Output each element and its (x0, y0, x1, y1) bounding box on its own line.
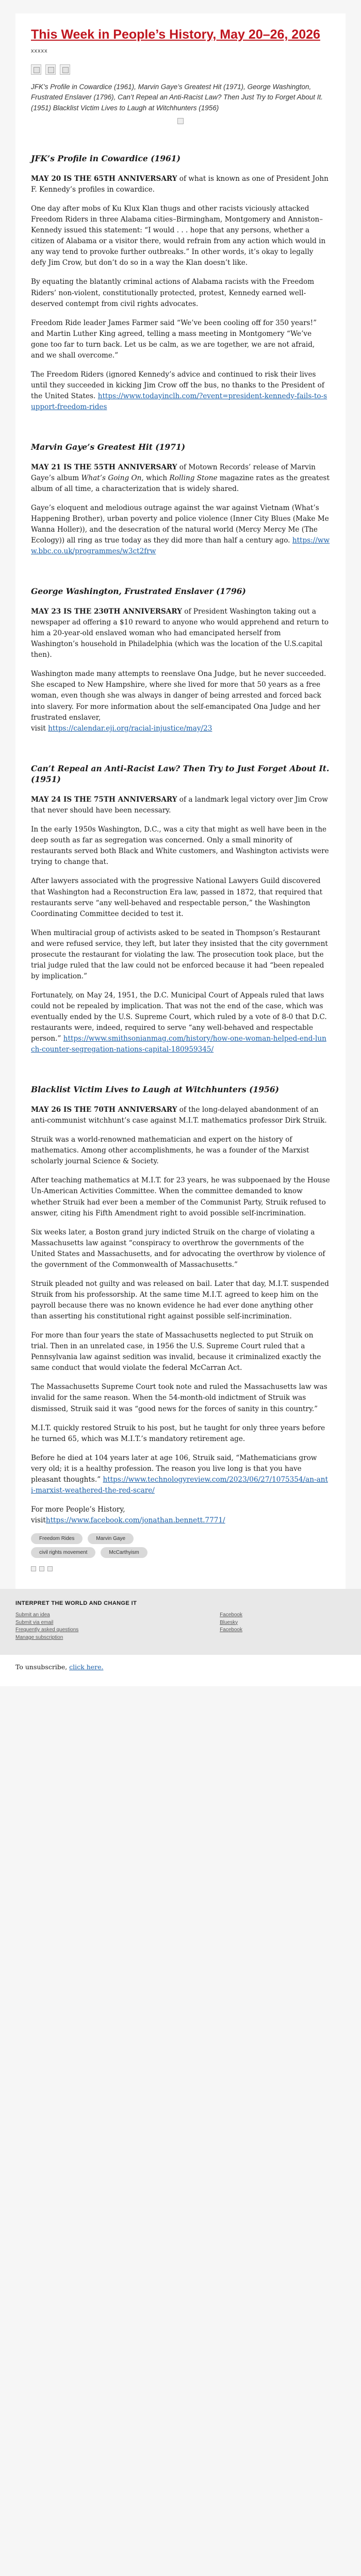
footer-links (15, 1612, 242, 1641)
story-paragraph: When multiracial group of activists asked to be seated in Thompson’s Restaurant and were refused service, they left, but later they insisted that the city government prosecute the restaurant for violating the law. The prosecution took place, but the trial judge ruled that the law could not be enforced because it had “been repealed by implication.” (31, 928, 328, 980)
story-paragraph: The Massachusetts Supreme Court took note and ruled the Massachusetts law was invalid for the same reason. When the 54-month-old indictment of Struik was dismissed, Struik said it was “good news for the forces of sanity in this country.” (31, 1383, 327, 1413)
story-paragraph (31, 462, 330, 495)
footer-link[interactable]: Submit an idea (15, 1612, 50, 1618)
share-icons (31, 64, 330, 75)
source-link[interactable]: https://calendar.eji.org/racial-injustice/may/23 (48, 724, 212, 733)
story-title: JFK’s Profile in Cowardice (1961) (31, 154, 180, 164)
source-link[interactable]: https://www.todayinclh.com/?event=president-kennedy-fails-to-support-freedom-rides (31, 392, 327, 412)
rich-text: of Motown Records’ release of Marvin Gaye’s album What’s Going On, which Rolling Stone magazine rates as the greatest album of all time, a characterization that is widely shared. (31, 463, 330, 493)
story-jfk (31, 153, 330, 413)
tag-chip[interactable]: Freedom Rides (31, 1533, 83, 1544)
anniversary-label: MAY 24 IS THE 75TH ANNIVERSARY (31, 795, 177, 804)
marker-text: xxxxx (31, 47, 48, 54)
footer-link[interactable]: Facebook (220, 1612, 242, 1618)
story-paragraph: By equating the blatantly criminal actions of Alabama racists with the Freedom Riders’ non-violent, constitutionally protected, protest, Kennedy earned well-deserved contempt from civil rights advocates. (31, 278, 315, 308)
story-paragraph: Before he died at 104 years later at age 106, Struik said, “Mathematicians grow very old; it is a healthy profession. The reason you live long is that you have pleasant thoughts.” https://www.technologyreview.com/2023/06/27/1075354/an-anti-marxist-weathered-the-red-scare/ (31, 1453, 328, 1495)
comment-icon[interactable] (39, 1566, 44, 1571)
footer-title: INTERPRET THE WORLD AND CHANGE IT (15, 1600, 137, 1607)
source-link[interactable]: https://www.technologyreview.com/2023/06/27/1075354/an-anti-marxist-weathered-the-red-scare/ (31, 1475, 328, 1495)
story-struik (31, 1084, 330, 1571)
restack-icon[interactable] (47, 1566, 53, 1571)
footer (0, 1589, 361, 1655)
story-paragraph: For more than four years the state of Massachusetts neglected to put Struik on trial. Then in an unrelated case, in 1956 the U.S. Supreme Court ruled that a Pennsylvania law against sedition was invalid, because it criminalized exactly the same conduct that would violate the federal McCarran Act. (31, 1331, 321, 1372)
footer-link[interactable]: Submit via email (15, 1619, 54, 1625)
share-facebook-icon[interactable] (31, 64, 41, 75)
issue-summary: JFK’s Profile in Cowardice (1961), Marvin Gaye’s Greatest Hit (1971), George Washington, Frustrated Enslaver (1796), Can’t Repeal an Anti-Racist Law? Then Just Try to Forget About It. (1951) Blacklist Victim Lives to Laugh at Witchhunters (1956) (31, 82, 323, 112)
footer-col-right (220, 1612, 242, 1641)
story-paragraph: One day after mobs of Ku Klux Klan thugs and other racists viciously attacked Freedom Riders in three Alabama cities–Birmingham, Montgomery and Anniston–Kennedy issued this statement: “I would . . . hope that any persons, whether a citizen of Alabama or a visitor there, would refrain from any action which would in any way tend to provoke further outbreaks.” In other words, it’s okay to legally defy Jim Crow, but don’t do so in a way the Klan doesn’t like. (31, 205, 326, 267)
source-link[interactable]: https://www.smithsonianmag.com/history/how-one-woman-helped-end-lunch-counter-segregation-nations-capital-180959345/ (31, 1035, 326, 1054)
story-paragraph: M.I.T. quickly restored Struik to his post, but he taught for only three years before he turned 65, which was M.I.T.’s mandatory retirement age. (31, 1423, 325, 1443)
story-paragraph: Washington made many attempts to reenslave Ona Judge, but he never succeeded. She escaped to New Hampshire, where she lived for more that 50 years as a free woman, even though she was always in danger of being arrested and forced back into slavery. For more information about the self-emancipated Ona Judge and her frustrated enslaver, (31, 670, 326, 722)
story-paragraph: MAY 20 IS THE 65TH ANNIVERSARY of what is known as one of President John F. Kennedy’s profiles in cowardice. (31, 174, 329, 194)
story-paragraph: MAY 23 IS THE 230TH ANNIVERSARY of President Washington taking out a newspaper ad offering a $10 reward to anyone who would apprehend and return to him a 20-year-old enslaved woman who had emancipated herself from Washington’s household in Philadelphia (which was the location of the U.S.capital then). (31, 607, 329, 659)
footer-link[interactable]: Bluesky (220, 1619, 238, 1625)
share-email-icon[interactable] (60, 64, 70, 75)
story-paragraph: After lawyers associated with the progressive National Lawyers Guild discovered that Washington had a Reconstruction Era law, passed in 1872, that required that restaurants serve “any well-behaved and respectable person,” the Washington Coordinating Committee decided to test it. (31, 877, 323, 918)
tag-chip[interactable]: civil rights movement (31, 1547, 95, 1558)
social-icons (31, 1566, 330, 1571)
source-link[interactable]: https://www.bbc.co.uk/programmes/w3ct2frw (31, 536, 330, 556)
story-title: Blacklist Victim Lives to Laugh at Witchhunters (1956) (31, 1084, 279, 1095)
story-marvin-gaye (31, 442, 330, 557)
story-paragraph: visit https://calendar.eji.org/racial-injustice/may/23 (31, 724, 212, 733)
story-paragraph: Six weeks later, a Boston grand jury indicted Struik on the charge of violating a Massachusetts law against “conspiracy to overthrow the governments of the United States and Massachusetts, and for advocating the overthrow by violence of the government of the Commonwealth of Massachusetts.” (31, 1228, 325, 1269)
anniversary-label: MAY 23 IS THE 230TH ANNIVERSARY (31, 607, 182, 616)
unsubscribe-link[interactable]: click here. (69, 1663, 104, 1671)
facebook-link[interactable]: https://www.facebook.com/jonathan.bennett.7771/ (45, 1516, 225, 1525)
unsubscribe-line: To unsubscribe, click here. (0, 1655, 361, 1686)
anniversary-label: MAY 20 IS THE 65TH ANNIVERSARY (31, 174, 177, 183)
anniversary-label: MAY 26 IS THE 70TH ANNIVERSARY (31, 1106, 177, 1114)
story-paragraph: Struik pleaded not guilty and was released on bail. Later that day, M.I.T. suspended Struik from his professorship. At the same time M.I.T. agreed to keep him on the payroll because there was no known evidence he had ever done anything other than asserting his constitutional right against possible self-incrimination. (31, 1279, 329, 1321)
footer-link[interactable]: Facebook (220, 1627, 242, 1633)
hero-image-placeholder (177, 118, 184, 124)
issue-title[interactable]: This Week in People’s History, May 20–26, 2026 (31, 27, 320, 42)
tag-list (31, 1533, 201, 1558)
story-paragraph: Struik was a world-renowned mathematician and expert on the history of mathematics. Among other accomplishments, he was a founder of the Marxist scholarly journal Science & Society. (31, 1136, 309, 1166)
story-paragraph: In the early 1950s Washington, D.C., was a city that might as well have been in the deep south as far as segregation was concerned. Only a small minority of restaurants served both Black and White customers, and Washington activists were trying to change that. (31, 825, 329, 867)
footer-col-left (15, 1612, 78, 1641)
story-paragraph: MAY 24 IS THE 75TH ANNIVERSARY of a landmark legal victory over Jim Crow that never should have been necessary. (31, 795, 328, 815)
footer-link[interactable]: Manage subscription (15, 1634, 63, 1640)
story-title: Can’t Repeal an Anti-Racist Law? Then Try to Just Forget About It. (1951) (31, 763, 330, 785)
more-history: For more People’s History, visithttps://www.facebook.com/jonathan.bennett.7771/ (31, 1505, 225, 1525)
story-washington (31, 586, 330, 734)
story-title: George Washington, Frustrated Enslaver (1796) (31, 586, 246, 597)
like-icon[interactable] (31, 1566, 36, 1571)
story-paragraph: Fortunately, on May 24, 1951, the D.C. Municipal Court of Appeals ruled that laws could not be repealed by implication. That was not the end of the case, which was eventually ended by the U.S. Supreme Court, which ruled by a vote of 8-0 that D.C. restaurants were, indeed, required to serve “any well-behaved and respectable person.” https://www.smithsonianmag.com/history/how-one-woman-helped-end-lunch-counter-segregation-nations-capital-180959345/ (31, 991, 327, 1054)
story-title: Marvin Gaye’s Greatest Hit (1971) (31, 442, 186, 452)
anniversary-label: MAY 21 IS THE 55TH ANNIVERSARY (31, 463, 177, 471)
story-paragraph: Freedom Ride leader James Farmer said “We’ve been cooling off for 350 years!” and Martin Luther King agreed, telling a mass meeting in Montgomery “We’ve gone too far to turn back. Let us be calm, as we are together, we are not afraid, and we shall overcome.” (31, 318, 317, 360)
story-paragraph: MAY 26 IS THE 70TH ANNIVERSARY of the long-delayed abandonment of an anti-communist witchhunt’s case against M.I.T. mathematics professor Dirk Struik. (31, 1106, 327, 1125)
story-paragraph: The Freedom Riders (ignored Kennedy’s advice and continued to risk their lives until they succeeded in kicking Jim Crow off the bus, no thanks to the President of the United States. https://www.todayinclh.com/?event=president-kennedy-fails-to-support-freedom-rides (31, 370, 327, 412)
tag-chip[interactable]: McCarthyism (101, 1547, 147, 1558)
tag-chip[interactable]: Marvin Gaye (88, 1533, 134, 1544)
newsletter-card (15, 13, 346, 1589)
footer-link[interactable]: Frequently asked questions (15, 1627, 79, 1633)
story-paragraph: Gaye’s eloquent and melodious outrage against the war against Vietnam (What’s Happening Brother), urban poverty and police violence (Inner City Blues (Make Me Wanna Holler)), and the desecration of the natural world (Mercy Mercy Me (The Ecology)) all ring as true today as they did more than half a century ago. https://www.bbc.co.uk/programmes/w3ct2frw (31, 504, 330, 556)
story-anti-racist-law (31, 763, 330, 1056)
share-twitter-icon[interactable] (45, 64, 56, 75)
story-paragraph: After teaching mathematics at M.I.T. for 23 years, he was subpoenaed by the House Un-American Activities Committee. When the committee demanded to know whether Struik had ever been a member of the Communist Party, Struik refused to answer, citing his Fifth Amendment right to avoid possible self-incrimination. (31, 1176, 330, 1217)
